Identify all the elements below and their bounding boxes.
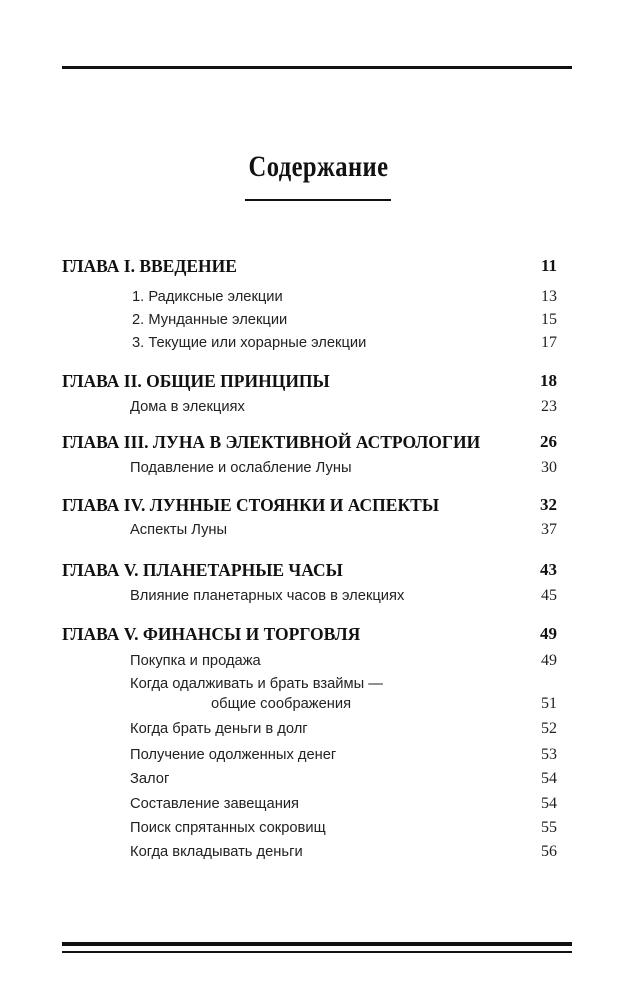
entry-page-number: 15 (541, 311, 557, 328)
entry-page-number: 23 (541, 398, 557, 415)
entry-title: Влияние планетарных часов в элекциях (130, 587, 405, 604)
entry-title: ГЛАВА V. ПЛАНЕТАРНЫЕ ЧАСЫ (62, 560, 343, 580)
toc-section-entry (0, 286, 637, 308)
entry-title: ГЛАВА V. ФИНАНСЫ И ТОРГОВЛЯ (62, 624, 361, 644)
toc-section-entry (0, 332, 637, 354)
entry-page-number: 26 (540, 432, 557, 451)
title-underline (245, 199, 391, 201)
toc-chapter-entry (0, 559, 637, 581)
entry-title: 3. Текущие или хорарные элекции (132, 334, 367, 351)
toc-section-entry (0, 718, 637, 740)
toc-section-entry (0, 585, 637, 607)
entry-page-number: 52 (541, 720, 557, 737)
entry-page-number: 13 (541, 288, 557, 305)
toc-chapter-entry (0, 255, 637, 277)
entry-title: ГЛАВА IV. ЛУННЫЕ СТОЯНКИ И АСПЕКТЫ (62, 495, 440, 515)
entry-page-number: 18 (540, 371, 557, 390)
entry-title: ГЛАВА I. ВВЕДЕНИЕ (62, 256, 237, 276)
toc-section-entry (0, 841, 637, 863)
toc-chapter-entry (0, 623, 637, 645)
entry-page-number: 51 (541, 695, 557, 712)
entry-page-number: 55 (541, 819, 557, 836)
toc-chapter-entry (0, 431, 637, 453)
entry-page-number: 17 (541, 334, 557, 351)
entry-page-number: 49 (541, 652, 557, 669)
entry-title: Поиск спрятанных сокровищ (130, 819, 326, 836)
entry-title: Получение одолженных денег (130, 746, 337, 763)
toc-chapter-entry (0, 494, 637, 516)
entry-page-number: 54 (541, 770, 557, 787)
entry-page-number: 30 (541, 459, 557, 476)
entry-title: ГЛАВА II. ОБЩИЕ ПРИНЦИПЫ (62, 371, 330, 391)
entry-title: Подавление и ослабление Луны (130, 459, 352, 476)
entry-page-number: 56 (541, 843, 557, 860)
toc-section-entry (0, 457, 637, 479)
entry-title: 1. Радиксные элекции (132, 288, 283, 305)
entry-page-number: 43 (540, 560, 557, 579)
entry-title: 2. Мунданные элекции (132, 311, 288, 328)
entry-title: Залог (130, 770, 170, 787)
entry-title: ГЛАВА III. ЛУНА В ЭЛЕКТИВНОЙ АСТРОЛОГИИ (62, 432, 481, 452)
toc-section-entry (0, 650, 637, 672)
entry-title: Покупка и продажа (130, 652, 261, 669)
toc-section-entry (0, 673, 637, 695)
bottom-rule-thick (62, 942, 572, 946)
entry-title: общие соображения (211, 695, 352, 712)
entry-page-number: 32 (540, 495, 557, 514)
bottom-rule-thin (62, 951, 572, 953)
toc-chapter-entry (0, 370, 637, 392)
top-rule (62, 66, 572, 69)
entry-title: Дома в элекциях (130, 398, 245, 415)
entry-page-number: 49 (540, 624, 557, 643)
entry-title: Когда вкладывать деньги (130, 843, 303, 860)
entry-page-number: 45 (541, 587, 557, 604)
entry-title: Когда брать деньги в долг (130, 720, 308, 737)
toc-section-entry (0, 693, 637, 715)
entry-title: Составление завещания (130, 795, 300, 812)
toc-section-entry (0, 793, 637, 815)
toc-section-entry (0, 744, 637, 766)
entry-title: Когда одалживать и брать взаймы — (130, 675, 383, 692)
page-title: Содержание (248, 150, 389, 183)
entry-page-number: 37 (541, 521, 557, 538)
toc-section-entry (0, 309, 637, 331)
toc-section-entry (0, 396, 637, 418)
toc-section-entry (0, 817, 637, 839)
entry-page-number: 53 (541, 746, 557, 763)
entry-page-number: 54 (541, 795, 557, 812)
entry-page-number: 11 (540, 256, 557, 275)
entry-title: Аспекты Луны (130, 521, 228, 538)
toc-section-entry (0, 768, 637, 790)
toc-section-entry (0, 519, 637, 541)
